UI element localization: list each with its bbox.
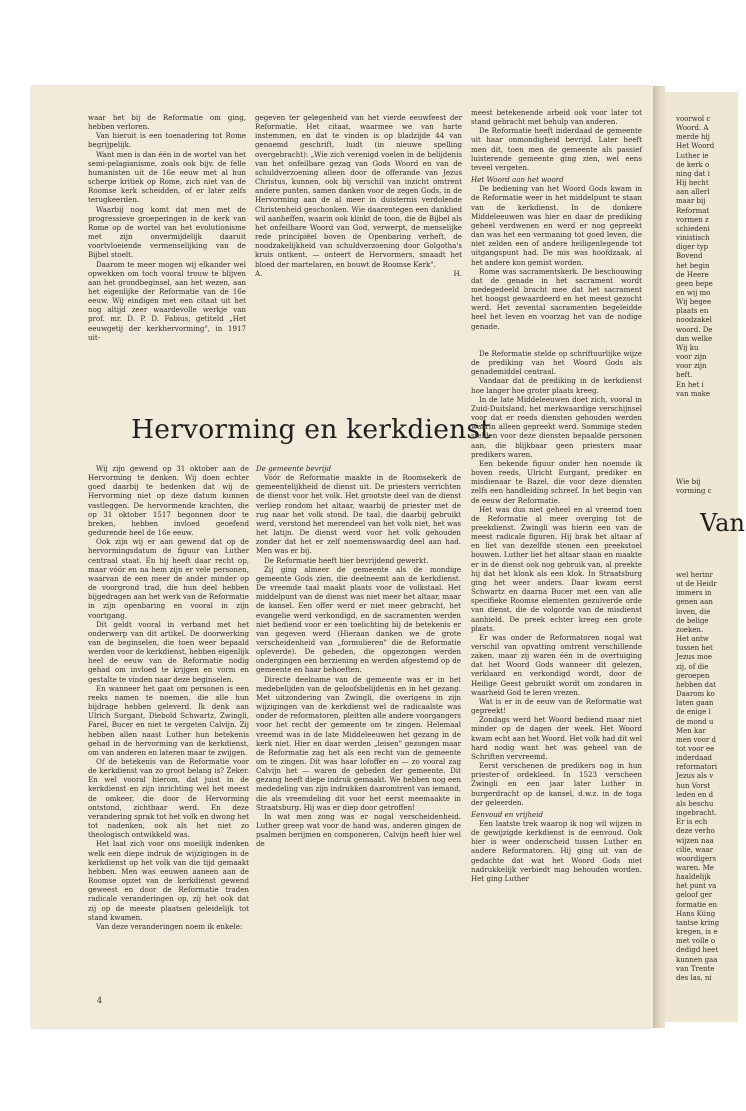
subheading-woord: Het Woord aan het woord — [471, 175, 564, 185]
next-page-line: voorwol c — [676, 115, 711, 123]
next-page-line: dan welke — [676, 334, 713, 343]
next-page-sliver — [665, 92, 745, 1022]
next-page-line: En het i — [676, 380, 704, 389]
next-page-line: Wij ku — [676, 343, 699, 352]
paragraph: Zij ging almeer de gemeente als de mondige gemeente Gods zien, die deelneemt aan de kerkdienst. De vreemde taal maakt plaats voor de volkstaal. Het middelpunt van de dienst was niet meer het altaar, maar de kansel. Een offer werd er niet meer gebracht, het evangelie werd verkondigd, en de sacramenten werden niet bediend voor er een toelichting bij de betekenis er van gegeven werd (Hieraan danken we de grote verscheidenheid van „formulieren" die de Reformatie opleverde). De gebeden, die opgezongen werden ondergingen een herziening en werden afgestemd op de gemeente en haar behoeften. — [256, 564, 461, 675]
next-page-line: haaldelijk — [676, 873, 711, 882]
next-page-line: des las, ni — [676, 973, 712, 982]
next-page-line: de belige — [676, 616, 709, 625]
next-page-line: Er is ech — [676, 818, 708, 827]
paragraph: Dit geldt vooral in verband met het onderwerp van dit artikel. De doorwerking van de beginselen, die toen weer bepaald werden voor de kerkdienst, hebben eigenlijk heel de eeuw van de Reformatie nodig gehad om invloed te krijgen en vorm en gestalte te vinden naar deze beginselen. — [88, 619, 249, 684]
paragraph: Wij zijn gewend op 31 oktober aan de Hervorming te denken. Wij doen echter goed daarbij te bedenken dat wij de Hervorming niet op deze datum kunnen vastleggen. De hervormende krachten, die op 31 oktober 1517 begonnen door te breken, hebben invloed geoefend gedurende heel de 16e eeuw. — [88, 464, 249, 538]
next-page-line: het punt va — [676, 882, 717, 891]
paragraph: Zondags werd het Woord bediend maar niet minder op de dagen der week. Het Woord kwam echt aan het Woord. Het volk had dit wel hard nodig want het was geheel van de Schriften vervreemd. — [471, 715, 643, 761]
next-page-line: zoeken. — [676, 625, 704, 634]
next-page-line: hebben dat — [676, 680, 716, 689]
next-page-line: voor zijn — [676, 362, 707, 371]
next-page-line: vinistisch — [676, 234, 710, 243]
paragraph: In de late Middeleeuwen doet zich, vooral in Zuid-Duitsland, het merkwaardige verschijnsel voor dat er reeds diensten gehouden werden waarin alleen gepreekt werd. Sommige steden stelden voor deze diensten bepaalde personen aan, die blijkbaar geen priesters maar predikers waren. — [471, 394, 642, 459]
next-page-line: diger typ — [676, 243, 709, 252]
next-page-line: voor zijn — [676, 353, 707, 362]
next-page-line: kregen, is e — [676, 928, 718, 937]
next-page-line: heft. — [676, 371, 693, 380]
next-page-line: tot voor ee — [676, 744, 715, 753]
paragraph: Het was dus niet geheel en al vreemd toen de Reformatie al meer overging tot de preekdienst. Zwingli was hierin een van de meest radicale figuren. Hij brak het altaar af en liet van dezelfde stenen een preekstoel bouwen. Luther liet het altaar staan en maakte er in de dienst ook nog gebruik van, al preekte hij dat het klonk als een klok. In Straatsburg ging het weer anders. Daar kwam eerst Schwartz en daarna Bucer met een van alle specifieke Roomse elementen gezuiverde orde van dienst, die de volgorde van de misdienst aanhield. De preek echter kreeg een grote plaats. — [471, 504, 642, 633]
next-page-line: geen bepe — [676, 279, 713, 288]
next-page-column-mid — [676, 478, 746, 516]
next-page-line: Hij hecht — [676, 179, 709, 188]
article-column-1 — [88, 464, 249, 979]
paragraph: Directe deelname van de gemeente was er in het medebelijden van de geloofsbelijdenis en in het gezang. Met uitzondering van Zwingli, die overigens in zijn wijzigingen van de kerkdienst wel de radicaalste was onder de reformatoren, pleitten alle andere voorgangers voor het recht der gemeente om te zingen. Helemaal vreemd was in de late Middeleeuwen het gezang in de kerk niet. Hier en daar werden „leisen" gezongen maar de Reformatie zag het als een recht van de gemeente om te zingen. Dit was haar lofoffer en — zo vooral zag Calvijn het — waren de gebeden der gemeente. Dit gezang heeft diepe indruk gemaakt. We hebben nog een mededeling van zijn indrukken daaromtrent van iemand, die als vreemdeling dit voor het eerst meemaakte in Straatsburg. Hij was er diep door getroffen! — [256, 674, 461, 812]
paragraph: Het laat zich voor ons moeilijk indenken welk een diepe indruk de wijzigingen in de kerkdienst op het volk van die tijd gemaakt hebben. Men was eeuwen aaneen aan de Roomse opzet van de kerkdienst gewend geweest en door de Reformatie traden radicale veranderingen op, zij het ook dat zij op de meeste plaatsen geleidelijk tot stand kwamen. — [88, 839, 249, 922]
paragraph: Of de betekenis van de Reformatie voor de kerkdienst van zo groot belang is? Zeker. En wel vooral hierom, dat juist in de kerkdienst en zijn inrichting wel het meest de omkeer, die door de Hervorming ontstond, zichtbaar werd. En deze verandering sprak tot het volk en dwong het tot nadenken, ook als het niet zo theologisch ontwikkeld was. — [88, 757, 249, 840]
next-page-line: Men kar — [676, 726, 706, 735]
paragraph: De bediening van het Woord Gods kwam in de Reformatie weer in het middelpunt te staan van de kerkdienst. In de donkere Middeleeuwen was hier en daar de prediking geheel verdwenen en werd er nog gepreekt dan was het een vermaning tot goed leven, die niet zelden een of andere heiligenlegende tot uitgangspunt had. De mis was hoofdzaak, al het andere kon gemist worden. — [471, 184, 642, 267]
signature-left: A. — [255, 268, 263, 278]
next-page-line: aan allerl — [676, 188, 710, 197]
next-page-line: schiedeni — [676, 224, 710, 233]
paragraph: Een laatste trek waarop ik nog wil wijzen in de gewijzigde kerkdienst is de eenvoud. Ook hier is weer onderscheid tussen Luther en andere Reformatoren. Hij ging uit van de gedachte dat wat het Woord Gods niet nadrukkelijk verbiedt mag behouden worden. Het ging Luther — [471, 818, 642, 883]
page-fold-shadow — [653, 86, 665, 1028]
next-page-line: en wij mo — [676, 288, 711, 297]
next-page-line: als beschu — [676, 799, 714, 808]
next-page-line: geloof ger — [676, 891, 713, 900]
article-column-3 — [471, 349, 642, 989]
next-page-line: hun Vorst — [676, 781, 711, 790]
next-page-line: vormen z — [676, 215, 709, 224]
next-page-line: noodzakel — [676, 316, 712, 325]
next-page-line: Bovend — [676, 252, 703, 261]
next-page-line: ning dat i — [676, 169, 710, 178]
next-page-line: zij, of die — [676, 662, 709, 671]
next-page-line: Wij begee — [676, 298, 712, 307]
next-page-line: merde hij — [676, 133, 710, 142]
next-page-line: genen aan — [676, 598, 713, 607]
next-page-line: cilie, waar — [676, 845, 713, 854]
paragraph: waar het bij de Reformatie om ging, hebben verloren. — [88, 113, 246, 132]
next-page-line: ut de Heidr — [676, 580, 717, 589]
next-page-line: van make — [676, 389, 711, 398]
next-page-line: maar bij — [676, 197, 706, 206]
next-page-line: Daarom ko — [676, 690, 715, 699]
paragraph: Rome was sacramentskerk. De beschouwing dat de genade in het sacrament wordt medegedeeld bracht mee dat het sacrament het hoogst gewaardeerd en het meest gezocht werd. Het zevental sacramenten begeleidde heel het leven en voorzag het van de nodige genade. — [471, 266, 642, 331]
next-page-line: formatie en — [676, 900, 718, 909]
paragraph: Er was onder de Reformatoren nogal wat verschil van opvatting omtrent verschillende zaken, maar zij waren één in de overtuiging dat het Woord Gods wanneer dit gelezen, verklaard en verkondigd wordt, door de Heilige Geest gebruikt wordt om zondaren in waarheid God te leren vrezen. — [471, 632, 642, 697]
next-page-line: kunnen gaa — [676, 955, 718, 964]
paragraph: Wat is er in de eeuw van de Reformatie wat gepreekt! — [471, 696, 642, 716]
article-headline: Hervorming en kerkdienst — [131, 414, 491, 445]
next-page-line: de kerk o — [676, 160, 710, 169]
next-page-line: laten gaan — [676, 699, 714, 708]
signature — [255, 269, 462, 278]
next-page-line: deze verho — [676, 827, 715, 836]
paragraph: En wanneer het gaat om personen is een reeks namen te noemen, die alle hun bijdrage hebben geleverd. Ik denk aan Ulrich Surgant, Diebold Schwartz, Zwingli, Farel, Bucer en niet te vergeten Calvijn. Zij hebben allen naast Luther hun betekenis gehad in de hervorming van de kerkdienst, om van anderen en lateren maar te zwijgen. — [88, 683, 249, 757]
next-page-line: ingebracht. — [676, 809, 717, 818]
paragraph: De Reformatie stelde op schriftuurlijke wijze de prediking van het Woord Gods als genademiddel centraal. — [471, 349, 642, 377]
subheading-bevrijd: De gemeente bevrijd — [256, 464, 332, 473]
paragraph: Eerst verschenen de predikers nog in hun priester-of ordekleed. In 1523 verscheen Zwingli en een jaar later Luther in burgerdracht op de kansel, d.w.z. in de toga der geleerden. — [471, 761, 642, 807]
next-page-line: wel herinr — [676, 571, 713, 579]
next-page-line: Wie bij — [676, 478, 701, 486]
next-page-headline: Van — [700, 509, 745, 537]
article-column-2 — [256, 464, 461, 979]
paragraph: De Reformatie heeft hier bevrijdend gewerkt. — [264, 555, 429, 565]
paragraph: In wat men zong was er nogal verscheidenheid. Luther greep wat voor de hand was, anderen gingen de psalmen berijmen en componeren, Calvijn heeft hier wel de — [256, 811, 461, 849]
next-page-line: tussen het — [676, 644, 713, 653]
next-page-line: plaats en — [676, 307, 709, 316]
paragraph: Ook zijn wij er aan gewend dat op de hervormingsdatum de figuur van Luther centraal staat. En hij heeft daar recht op, maar vóór en na hem zijn er vele personen, waarvan de een meer de ander minder op de voorgrond trad, die hun deel hebben bijgedragen aan het werk van de Reformatie in zijn openbaring en vooral in zijn voortgang. — [88, 537, 249, 620]
next-page-line: waren. Me — [676, 864, 714, 872]
paragraph: meest betekenende arbeid ook voor later tot stand gebracht met behulp van anderen. — [471, 108, 642, 127]
next-page-line: het begin — [676, 261, 710, 270]
prev-article-column-2 — [255, 113, 462, 333]
next-page-line: geroepen — [676, 671, 710, 680]
next-page-line: de Heere — [676, 270, 709, 279]
paragraph: gegeven ter gelegenheid van het vierde eeuwfeest der Reformatie. Het citaat, waarmee we van harte instemmen, en dat te vinden is op bladzijde 44 van genoemd geschrift, luidt (in nieuwe spelling overgebracht): „Wie zich verenigd voelen in de belijdenis van het onfeilbare gezag van Gods Woord en van de schuldverzoening alleen door de offerande van Jezus Christus, kunnen, ook bij verschil van inzicht omtrent andere punten, samen danken voor de zegen Gods, in de Hervorming aan de al meer in duisternis verdolende Christenheid geschonken. Wie daarentegen een danklied wil aanheffen, waarin ook klinkt de toon, die de Bijbel als het onfeilbare Woord van God, verwerpt, de menselijke rede principiëel boven de Openbaring verheft, de noodzakelijkheid van schuldverzoening door Golgotha's kruis ontkent, — onteert de Hervormers, smaadt het bloed der martelaren, en bouwt de Roomse Kerk". — [255, 113, 462, 269]
next-page-line: Reformat — [676, 206, 710, 215]
prev-article-column-1 — [88, 113, 246, 342]
paragraph: Daarom te meer mogen wij elkander wel opwekken om toch vooral trouw te blijven aan het grondbeginsel, aan het wezen, aan het eigenlijke der Reformatie van de 16e eeuw. Wij eindigen met een citaat uit het nog altijd zeer waardevolle werkje van prof. mr. D. P. D. Fabius, getiteld „Het eeuwgetij der kerkhervorming", in 1917 uit- — [88, 259, 246, 342]
next-page-line: woord. De — [676, 325, 713, 334]
next-page-line: vorming c — [676, 487, 712, 496]
next-page-column-low — [676, 571, 746, 1111]
next-page-line: loven, die — [676, 607, 711, 616]
next-page-line: Jezus als v — [676, 772, 714, 781]
paragraph: Een bekende figuur onder hen noemde ik boven reeds, Ulricht Eurgant, prediker en misdienaar te Bazel, die voor deze diensten zelfs een handleiding schreef. In het begin van de eeuw der Reformatie. — [471, 458, 642, 505]
next-page-line: Luther ie — [676, 151, 709, 160]
next-page-line: de enige l — [676, 708, 711, 717]
next-page-line: Woord. A — [676, 124, 709, 133]
next-page-line: de mond u — [676, 717, 714, 726]
next-page-column-top — [676, 115, 746, 405]
next-page-line: met volle o — [676, 937, 716, 946]
next-page-line: inderdaad — [676, 754, 713, 763]
next-page-line: reformatori — [676, 763, 718, 772]
next-page-line: dedigd heet — [676, 946, 719, 955]
next-page-line: Het antw — [676, 635, 709, 644]
page-number: 4 — [97, 996, 103, 1005]
next-page-line: Hans Küng — [676, 909, 716, 918]
next-page-line: leden en d — [676, 790, 714, 799]
next-page-line: woordigers — [676, 854, 717, 863]
paragraph: Van deze veranderingen noem ik enkele: — [96, 921, 243, 931]
next-page-line: tantse kring — [676, 918, 720, 927]
next-page-line: men voor d — [676, 735, 716, 744]
paragraph: De Reformatie heeft inderdaad de gemeente uit haar onmondigheid bevrijd. Later heeft men dit, toen men de gemeente als passief luisterende gemeente ging zien, wel eens teveel vergeten. — [471, 126, 642, 172]
paragraph: Van hieruit is een toenadering tot Rome begrijpelijk. — [88, 131, 246, 150]
paragraph: Vóór de Reformatie maakte in de Roomsekerk de gemeentelijkheid de dienst uit. De priesters verrichten de dienst voor het volk. Het grootste deel van de dienst verliep rondom het altaar, waarbij de priester met de rug naar het volk stond. De taal, die daarbij gebruikt werd, verstond het merendeel van het volk niet, het was het latijn. De dienst werd voor het volk gehouden zonder dat het er zelf noemenswaardig deel aan had. Men was er bij. — [256, 473, 461, 556]
paragraph: Waarbij nog komt dat men met de progressieve groeperingen in de kerk van Rome op de wortel van het evolutionisme met zijn onvermijdelijk daaruit voortvloeiende vermenselijking van de Bijbel stoelt. — [88, 204, 246, 260]
article-column-3-top — [471, 108, 642, 348]
next-page-line: Het Woord — [676, 142, 715, 151]
paragraph: Vandaar dat de prediking in de kerkdienst hoe langer hoe groter plaats kreeg. — [471, 376, 642, 395]
paragraph: Want men is dan één in de wortel van het semi-pelagianisme, zoals ook bijv. de felle humanisten uit de 16e eeuw met al hun scherpe kritiek op Rome, zich niet van de Roomse kerk scheidden, of er later zelfs terugkeerden. — [88, 149, 246, 205]
next-page-line: wijzen naa — [676, 836, 714, 845]
next-page-line: immers in — [676, 589, 712, 598]
signature-right: H. — [453, 268, 462, 278]
next-page-line: Jezus moe — [676, 653, 712, 662]
next-page-line: van Trente — [676, 964, 715, 973]
subheading-eenvoud: Eenvoud en vrijheid — [471, 809, 544, 819]
